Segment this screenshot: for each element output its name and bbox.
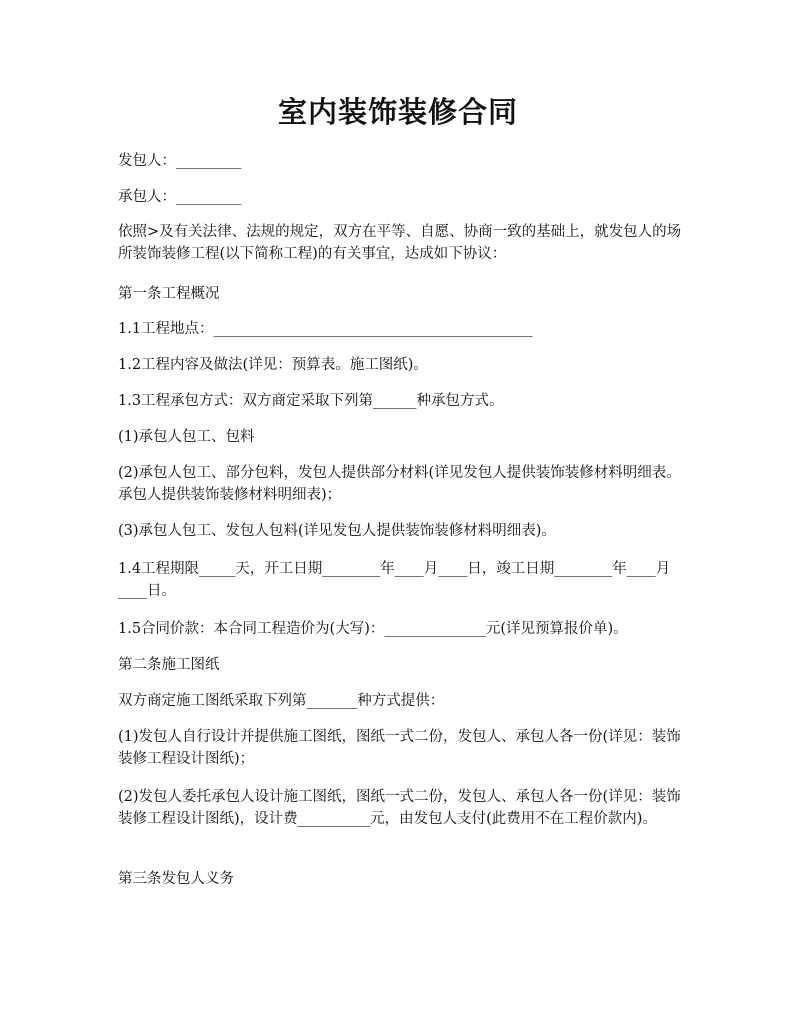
article-2-heading: 第二条施工图纸 bbox=[118, 657, 220, 673]
contractor-line: 承包人：_________ bbox=[118, 189, 242, 205]
drawings-option-2: (2)发包人委托承包人设计施工图纸，图纸一式二份，发包人、承包人各一份(详见：装饰装修工程设计图纸)，设计费__________元，由发包人支付(此费用不在工程价款内)。 bbox=[118, 789, 681, 827]
client-line: 发包人：_________ bbox=[118, 153, 242, 169]
document-title: 室内装饰装修合同 bbox=[277, 95, 518, 129]
article-3-heading: 第三条发包人义务 bbox=[118, 871, 234, 887]
clause-1-1: 1.1工程地点：____________________________________________ bbox=[118, 321, 533, 337]
drawings-intro: 双方商定施工图纸采取下列第_______种方式提供： bbox=[118, 693, 445, 709]
option-3: (3)承包人包工、发包人包料(详见发包人提供装饰装修材料明细表)。 bbox=[118, 523, 556, 539]
clause-1-4: 1.4工程期限_____天，开工日期________年____月____日，竣工日期________年____月____日。 bbox=[118, 561, 671, 599]
drawings-option-1: (1)发包人自行设计并提供施工图纸，图纸一式二份，发包人、承包人各一份(详见：装饰装修工程设计图纸)； bbox=[118, 729, 681, 767]
preamble-paragraph: 依照>及有关法律、法规的规定，双方在平等、自愿、协商一致的基础上，就发包人的场所装饰装修工程(以下简称工程)的有关事宜，达成如下协议： bbox=[118, 224, 682, 262]
article-1-heading: 第一条工程概况 bbox=[118, 286, 220, 302]
clause-1-2: 1.2工程内容及做法(详见：预算表。施工图纸)。 bbox=[118, 357, 428, 373]
option-1: (1)承包人包工、包料 bbox=[118, 429, 255, 445]
option-2: (2)承包人包工、部分包料，发包人提供部分材料(详见发包人提供装饰装修材料明细表。承包人提供装饰装修材料明细表)； bbox=[118, 465, 681, 503]
clause-1-5: 1.5合同价款：本合同工程造价为(大写)：______________元(详见预算报价单)。 bbox=[118, 621, 628, 637]
clause-1-3: 1.3工程承包方式：双方商定采取下列第______种承包方式。 bbox=[118, 393, 504, 409]
